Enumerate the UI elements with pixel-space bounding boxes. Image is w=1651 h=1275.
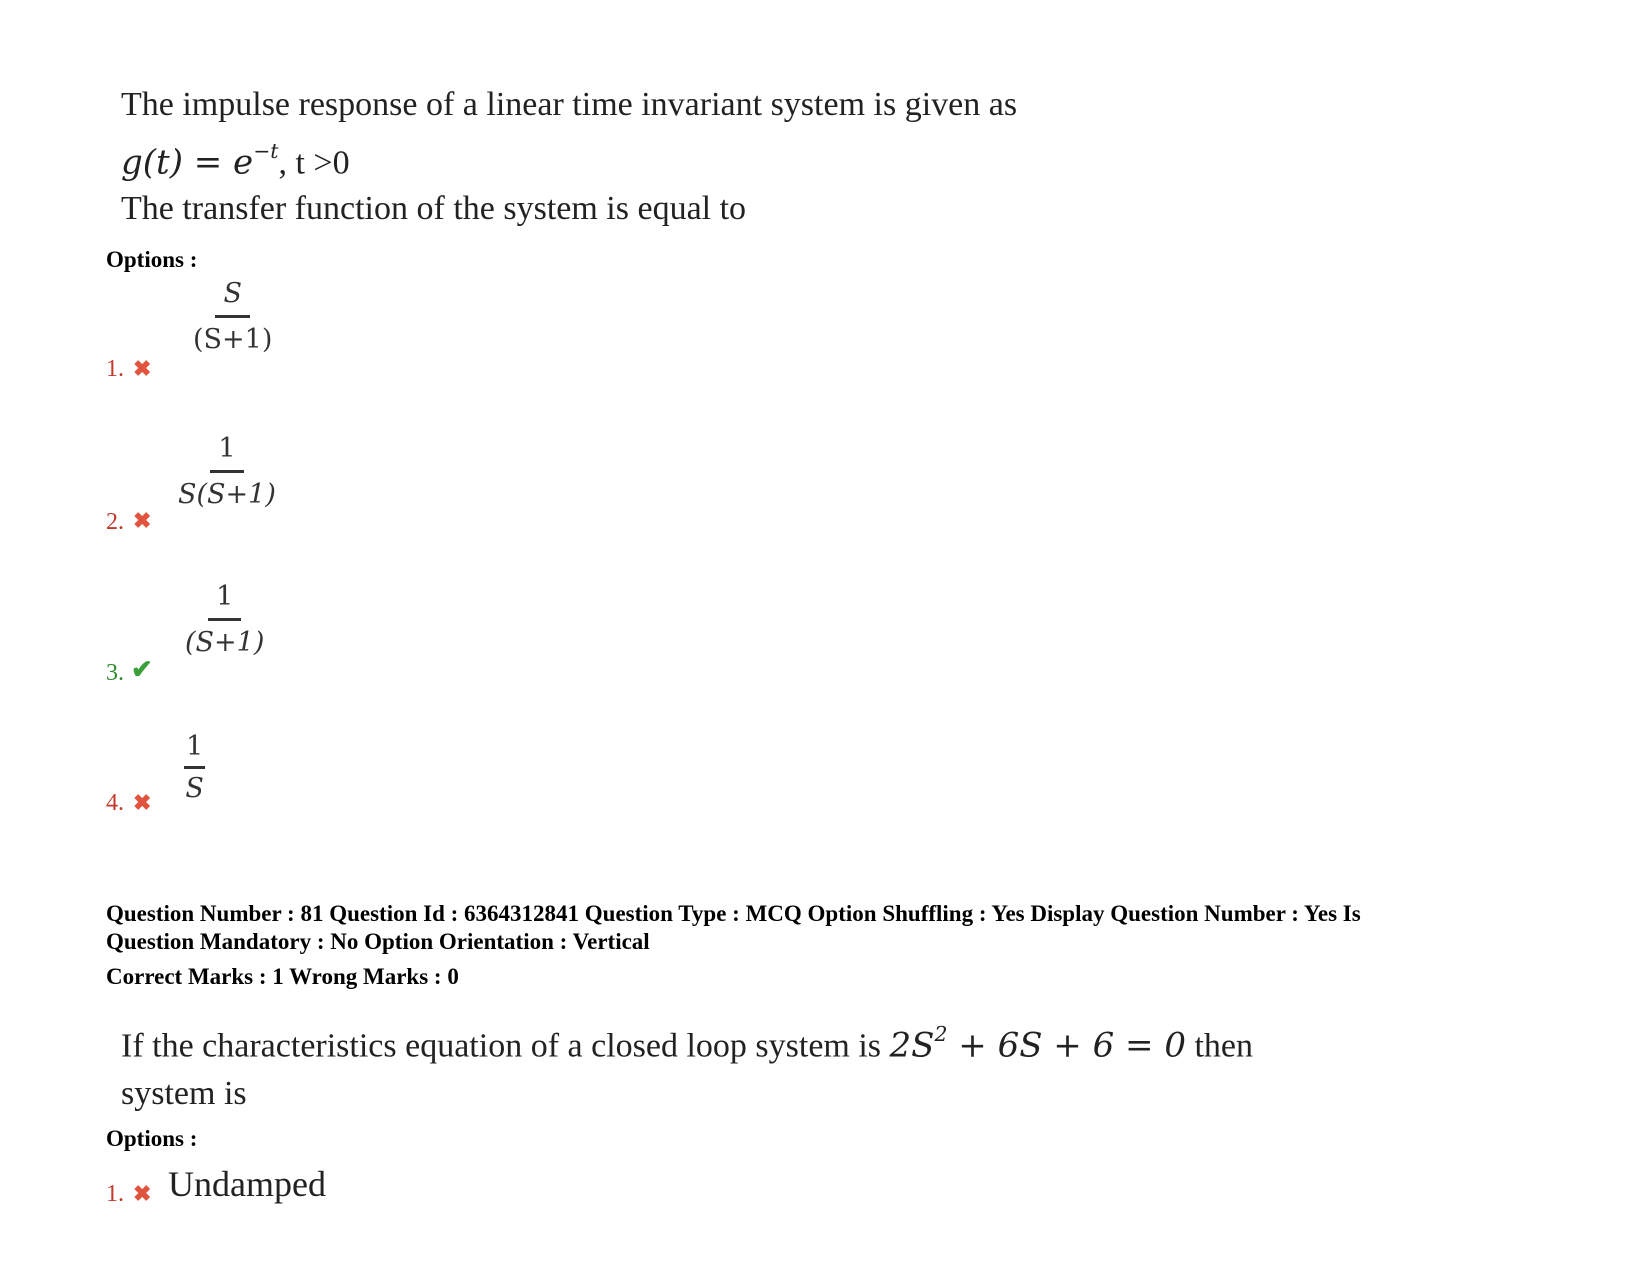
impulse-equation: g(t) = e xyxy=(121,142,254,183)
option-2-denominator: S(S+1) xyxy=(178,479,276,510)
options-heading-81: Options : xyxy=(106,1126,198,1151)
cross-icon: ✖ xyxy=(133,356,152,381)
option-2-numerator: 1 xyxy=(210,433,243,473)
option-4-fraction xyxy=(184,731,205,804)
q81-option-1-text: Undamped xyxy=(168,1164,326,1204)
cross-icon: ✖ xyxy=(133,508,152,533)
option-3-fraction xyxy=(185,581,264,658)
option-1-denominator: (S+1) xyxy=(193,324,273,355)
cross-icon: ✖ xyxy=(133,1181,152,1206)
question-80-line-3: The transfer function of the system is equal to xyxy=(121,190,747,228)
question-81-line-2: system is xyxy=(121,1075,247,1113)
option-1-numerator: S xyxy=(215,278,250,318)
question-80-line-2 xyxy=(121,128,1017,186)
cross-icon: ✖ xyxy=(133,790,152,815)
question-81-meta xyxy=(106,900,1361,956)
option-4-numerator: 1 xyxy=(184,731,205,769)
characteristic-equation-term: 2S xyxy=(889,1025,935,1066)
option-3-number: 3. xyxy=(106,660,124,686)
option-1-fraction xyxy=(193,278,272,355)
question-81-text-part-2: then xyxy=(1185,1027,1254,1065)
characteristic-equation-exponent: 2 xyxy=(934,1022,948,1046)
option-3-numerator: 1 xyxy=(208,581,241,621)
option-2-fraction xyxy=(178,433,276,510)
option-2-number: 2. xyxy=(106,509,124,535)
question-80-line-1: The impulse response of a linear time invariant system is given as xyxy=(121,86,1018,123)
option-1-number: 1. xyxy=(106,356,124,382)
q81-option-1-number: 1. xyxy=(106,1181,124,1207)
question-80-text xyxy=(121,82,1017,232)
question-81-text-part-1: If the characteristics equation of a closed loop system is xyxy=(121,1027,890,1065)
option-3-denominator: (S+1) xyxy=(185,627,265,658)
question-81-line-1 xyxy=(121,1010,1253,1070)
option-4-denominator: S xyxy=(185,773,204,804)
option-4-number: 4. xyxy=(106,790,124,816)
question-81-meta-line-1: Question Number : 81 Question Id : 6364312841 Question Type : MCQ Option Shuffling : Yes Display Question Number : Yes Is xyxy=(106,901,1361,926)
question-81-meta-line-2: Question Mandatory : No Option Orientation : Vertical xyxy=(106,929,650,954)
question-81-text xyxy=(121,1010,1253,1118)
impulse-condition: , t >0 xyxy=(278,144,350,182)
options-heading-80: Options : xyxy=(106,247,198,272)
question-81-marks: Correct Marks : 1 Wrong Marks : 0 xyxy=(106,964,459,989)
check-icon: ✔ xyxy=(131,655,153,684)
characteristic-equation-rest: + 6S + 6 = 0 xyxy=(947,1025,1186,1066)
impulse-exponent: −t xyxy=(253,139,279,163)
